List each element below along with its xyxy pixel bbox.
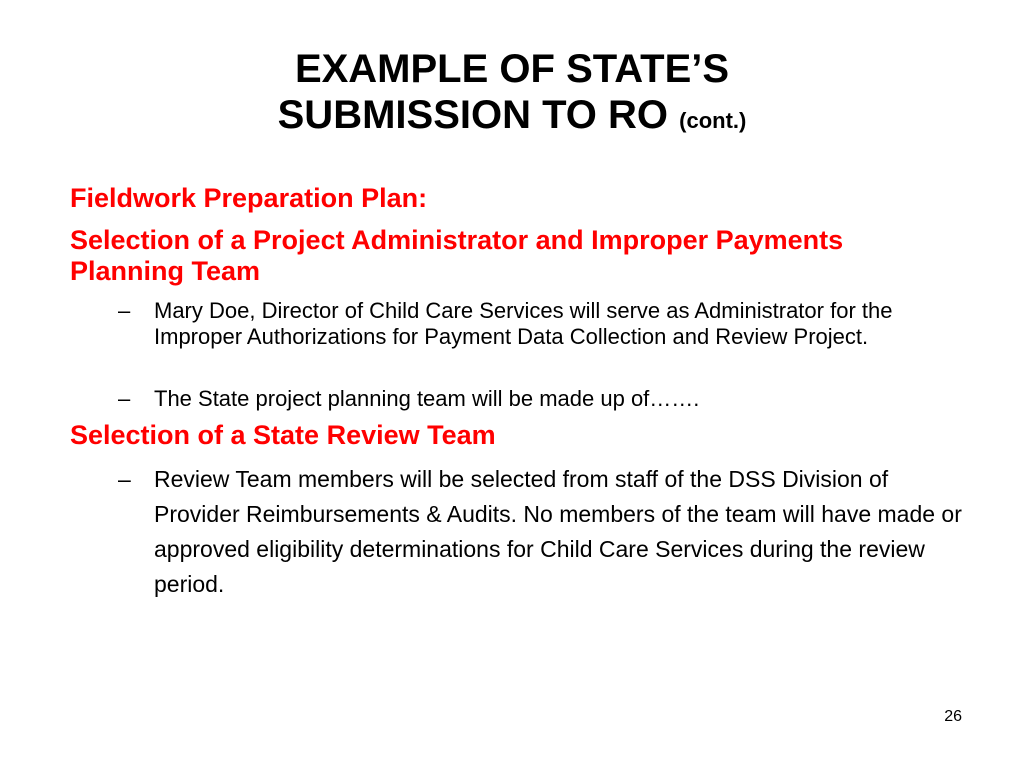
bullet-review-team — [118, 462, 978, 602]
bullet-text: Review Team members will be selected from staff of the DSS Division of Provider Reimbursements & Audits. No members of the team will have made or approved eligibility determinations for Child Care Services during the review period. — [154, 466, 962, 597]
bullet-planning-team — [118, 386, 978, 412]
bullet-text: The State project planning team will be made up of……. — [154, 386, 700, 411]
title-line-1: EXAMPLE OF STATE’S — [294, 47, 730, 91]
heading-project-administrator: Selection of a Project Administrator and Improper Payments Planning Team — [70, 225, 844, 286]
slide-title — [0, 46, 1024, 144]
bullet-text: Mary Doe, Director of Child Care Services will serve as Administrator for the Improper Authorizations for Payment Data Collection and Review Project. — [154, 298, 893, 349]
title-suffix: (cont.) — [679, 108, 747, 133]
bullet-dash: – — [118, 386, 131, 411]
page-number: 26 — [944, 708, 962, 725]
heading-fieldwork-plan: Fieldwork Preparation Plan: — [70, 183, 428, 213]
bullet-dash: – — [118, 298, 131, 323]
bullet-administrator — [118, 298, 978, 350]
bullet-dash: – — [118, 466, 131, 492]
title-line-2: SUBMISSION TO RO — [277, 93, 669, 137]
heading-state-review-team: Selection of a State Review Team — [70, 420, 496, 450]
